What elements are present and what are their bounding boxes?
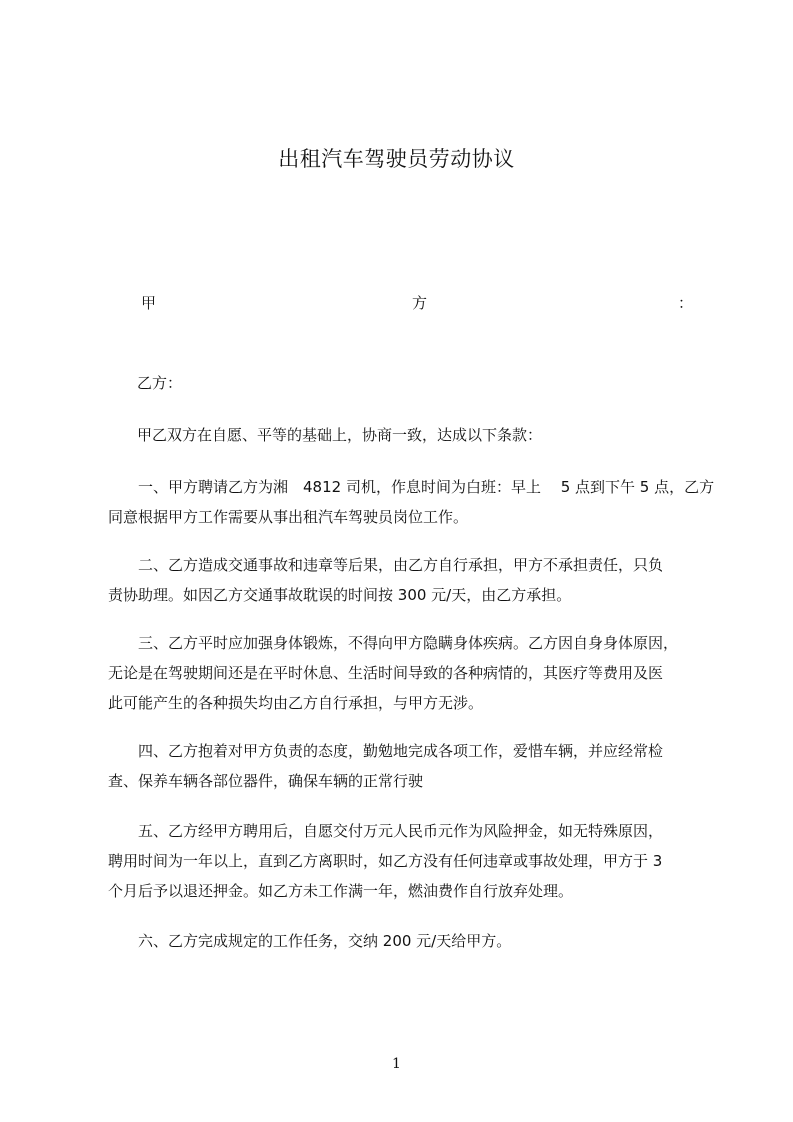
- clause-6: [108, 926, 713, 956]
- clause-3-line-2: 无论是在驾驶期间还是在平时休息、生活时间导致的各种病情的，其医疗等费用及医: [108, 664, 664, 682]
- clause-4: [108, 736, 713, 796]
- clause-3: [108, 628, 713, 718]
- clause-2: [108, 550, 713, 610]
- clause-5-line-2: 聘用时间为一年以上，直到乙方离职时，如乙方没有任何违章或事故处理，甲方于 3: [108, 852, 663, 870]
- party-a-line: [137, 292, 693, 314]
- clause-2-line-1: 二、乙方造成交通事故和违章等后果，由乙方自行承担，甲方不承担责任，只负: [138, 556, 664, 574]
- clause-4-line-2: 查、保养车辆各部位器件，确保车辆的正常行驶: [108, 772, 424, 790]
- clause-4-line-1: 四、乙方抱着对甲方负责的态度，勤勉地完成各项工作，爱惜车辆，并应经常检: [138, 742, 664, 760]
- clause-1-line-2: 同意根据甲方工作需要从事出租汽车驾驶员岗位工作。: [108, 508, 469, 526]
- intro-paragraph: 甲乙双方在自愿、平等的基础上，协商一致，达成以下条款：: [137, 426, 543, 444]
- page-number: 1: [392, 1056, 401, 1072]
- document-title: 出租汽车驾驶员劳动协议: [278, 147, 515, 171]
- clause-5-line-3: 个月后予以退还押金。如乙方未工作满一年，燃油费作自行放弃处理。: [108, 882, 574, 900]
- clause-5-line-1: 五、乙方经甲方聘用后，自愿交付万元人民币元作为风险押金，如无特殊原因，: [138, 822, 664, 840]
- party-a-char-1: 甲: [141, 294, 157, 312]
- party-a-char-2: 方: [412, 294, 428, 312]
- party-a-colon: ：: [677, 294, 693, 312]
- clause-3-line-3: 此可能产生的各种损失均由乙方自行承担，与甲方无涉。: [108, 694, 484, 712]
- clause-1: [108, 472, 713, 532]
- clause-2-line-2: 责协助理。如因乙方交通事故耽误的时间按 300 元/天，由乙方承担。: [108, 586, 572, 604]
- clause-5: [108, 816, 713, 906]
- party-b-line: 乙方：: [137, 374, 183, 392]
- clause-1-line-1: 一、甲方聘请乙方为湘 4812 司机，作息时间为白班：早上 5 点到下午 5 点，乙方: [138, 478, 715, 496]
- clause-3-line-1: 三、乙方平时应加强身体锻炼，不得向甲方隐瞒身体疾病。乙方因自身身体原因，: [138, 634, 679, 652]
- clause-6-line-1: 六、乙方完成规定的工作任务，交纳 200 元/天给甲方。: [138, 932, 512, 950]
